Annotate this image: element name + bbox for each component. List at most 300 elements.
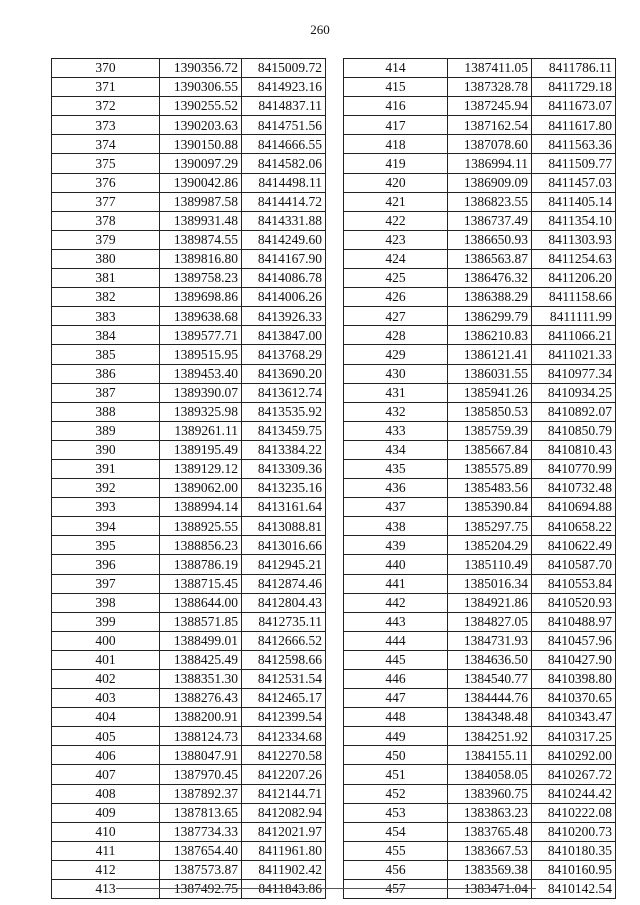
table-row [52,498,326,517]
y-coordinate-cell: 8411509.77 [532,154,616,173]
table-row [52,459,326,478]
y-coordinate-cell: 8410520.93 [532,593,616,612]
y-coordinate-cell: 8410160.95 [532,860,616,879]
point-number-cell: 429 [344,345,448,364]
x-coordinate-cell: 1390356.72 [160,59,242,78]
point-number-cell: 437 [344,498,448,517]
table-row [52,326,326,345]
y-coordinate-cell: 8410200.73 [532,822,616,841]
table-row [52,154,326,173]
point-number-cell: 400 [52,631,160,650]
x-coordinate-cell: 1386031.55 [448,364,532,383]
x-coordinate-cell: 1383765.48 [448,822,532,841]
y-coordinate-cell: 8411066.21 [532,326,616,345]
table-row [52,230,326,249]
x-coordinate-cell: 1384921.86 [448,593,532,612]
coordinates-table-right [343,58,616,899]
y-coordinate-cell: 8410587.70 [532,555,616,574]
x-coordinate-cell: 1390255.52 [160,97,242,116]
point-number-cell: 382 [52,288,160,307]
point-number-cell: 417 [344,116,448,135]
point-number-cell: 390 [52,440,160,459]
x-coordinate-cell: 1387245.94 [448,97,532,116]
table-row [52,880,326,899]
point-number-cell: 411 [52,841,160,860]
point-number-cell: 412 [52,860,160,879]
x-coordinate-cell: 1386121.41 [448,345,532,364]
point-number-cell: 447 [344,689,448,708]
table-row [344,459,616,478]
y-coordinate-cell: 8410977.34 [532,364,616,383]
point-number-cell: 438 [344,517,448,536]
y-coordinate-cell: 8410292.00 [532,746,616,765]
y-coordinate-cell: 8414167.90 [242,249,326,268]
x-coordinate-cell: 1385667.84 [448,440,532,459]
x-coordinate-cell: 1389129.12 [160,459,242,478]
x-coordinate-cell: 1386994.11 [448,154,532,173]
x-coordinate-cell: 1387813.65 [160,803,242,822]
y-coordinate-cell: 8413535.92 [242,402,326,421]
y-coordinate-cell: 8412735.11 [242,612,326,631]
y-coordinate-cell: 8412945.21 [242,555,326,574]
table-row [52,822,326,841]
table-row [344,631,616,650]
y-coordinate-cell: 8410810.43 [532,440,616,459]
table-row [344,192,616,211]
point-number-cell: 410 [52,822,160,841]
y-coordinate-cell: 8411354.10 [532,211,616,230]
x-coordinate-cell: 1385759.39 [448,421,532,440]
point-number-cell: 450 [344,746,448,765]
x-coordinate-cell: 1389987.58 [160,192,242,211]
point-number-cell: 452 [344,784,448,803]
point-number-cell: 395 [52,536,160,555]
table-row [344,173,616,192]
y-coordinate-cell: 8410770.99 [532,459,616,478]
y-coordinate-cell: 8412082.94 [242,803,326,822]
point-number-cell: 418 [344,135,448,154]
table-row [344,97,616,116]
table-row [344,288,616,307]
x-coordinate-cell: 1384155.11 [448,746,532,765]
y-coordinate-cell: 8410244.42 [532,784,616,803]
point-number-cell: 440 [344,555,448,574]
table-row [52,593,326,612]
x-coordinate-cell: 1384444.76 [448,689,532,708]
x-coordinate-cell: 1388856.23 [160,536,242,555]
x-coordinate-cell: 1389390.07 [160,383,242,402]
y-coordinate-cell: 8414331.88 [242,211,326,230]
y-coordinate-cell: 8410343.47 [532,708,616,727]
point-number-cell: 443 [344,612,448,631]
x-coordinate-cell: 1384731.93 [448,631,532,650]
table-row [52,650,326,669]
point-number-cell: 403 [52,689,160,708]
y-coordinate-cell: 8412144.71 [242,784,326,803]
table-row [344,154,616,173]
bottom-divider [116,888,536,889]
x-coordinate-cell: 1388715.45 [160,574,242,593]
x-coordinate-cell: 1383863.23 [448,803,532,822]
x-coordinate-cell: 1386210.83 [448,326,532,345]
y-coordinate-cell: 8413088.81 [242,517,326,536]
table-row [52,841,326,860]
point-number-cell: 413 [52,880,160,899]
x-coordinate-cell: 1388644.00 [160,593,242,612]
x-coordinate-cell: 1385110.49 [448,555,532,574]
y-coordinate-cell: 8410622.49 [532,536,616,555]
y-coordinate-cell: 8414582.06 [242,154,326,173]
point-number-cell: 371 [52,78,160,97]
table-row [52,59,326,78]
table-row [344,880,616,899]
x-coordinate-cell: 1388571.85 [160,612,242,631]
y-coordinate-cell: 8412207.26 [242,765,326,784]
table-row [344,860,616,879]
x-coordinate-cell: 1388499.01 [160,631,242,650]
y-coordinate-cell: 8414666.55 [242,135,326,154]
table-row [52,574,326,593]
point-number-cell: 456 [344,860,448,879]
x-coordinate-cell: 1386737.49 [448,211,532,230]
point-number-cell: 393 [52,498,160,517]
point-number-cell: 408 [52,784,160,803]
x-coordinate-cell: 1386909.09 [448,173,532,192]
table-row [52,803,326,822]
point-number-cell: 441 [344,574,448,593]
table-row [52,536,326,555]
point-number-cell: 396 [52,555,160,574]
y-coordinate-cell: 8414837.11 [242,97,326,116]
y-coordinate-cell: 8412021.97 [242,822,326,841]
table-row [344,249,616,268]
table-row [52,135,326,154]
x-coordinate-cell: 1385390.84 [448,498,532,517]
x-coordinate-cell: 1384348.48 [448,708,532,727]
x-coordinate-cell: 1387654.40 [160,841,242,860]
point-number-cell: 454 [344,822,448,841]
table-row [52,269,326,288]
x-coordinate-cell: 1386563.87 [448,249,532,268]
table-row [344,498,616,517]
table-row [52,173,326,192]
y-coordinate-cell: 8415009.72 [242,59,326,78]
x-coordinate-cell: 1388276.43 [160,689,242,708]
y-coordinate-cell: 8411405.14 [532,192,616,211]
x-coordinate-cell: 1386823.55 [448,192,532,211]
point-number-cell: 379 [52,230,160,249]
x-coordinate-cell: 1390203.63 [160,116,242,135]
y-coordinate-cell: 8410488.97 [532,612,616,631]
y-coordinate-cell: 8411786.11 [532,59,616,78]
x-coordinate-cell: 1388047.91 [160,746,242,765]
point-number-cell: 397 [52,574,160,593]
point-number-cell: 444 [344,631,448,650]
table-row [52,555,326,574]
table-row [344,841,616,860]
y-coordinate-cell: 8410370.65 [532,689,616,708]
y-coordinate-cell: 8413309.36 [242,459,326,478]
x-coordinate-cell: 1385483.56 [448,479,532,498]
y-coordinate-cell: 8413016.66 [242,536,326,555]
point-number-cell: 424 [344,249,448,268]
y-coordinate-cell: 8410934.25 [532,383,616,402]
point-number-cell: 432 [344,402,448,421]
point-number-cell: 439 [344,536,448,555]
y-coordinate-cell: 8410850.79 [532,421,616,440]
point-number-cell: 449 [344,727,448,746]
point-number-cell: 377 [52,192,160,211]
y-coordinate-cell: 8413612.74 [242,383,326,402]
table-row [344,517,616,536]
point-number-cell: 421 [344,192,448,211]
point-number-cell: 420 [344,173,448,192]
y-coordinate-cell: 8413768.29 [242,345,326,364]
point-number-cell: 414 [344,59,448,78]
point-number-cell: 430 [344,364,448,383]
table-row [52,746,326,765]
y-coordinate-cell: 8410142.54 [532,880,616,899]
point-number-cell: 401 [52,650,160,669]
x-coordinate-cell: 1389638.68 [160,307,242,326]
x-coordinate-cell: 1390097.29 [160,154,242,173]
table-row [52,479,326,498]
point-number-cell: 446 [344,670,448,689]
point-number-cell: 373 [52,116,160,135]
table-row [52,78,326,97]
y-coordinate-cell: 8411729.18 [532,78,616,97]
table-row [344,326,616,345]
x-coordinate-cell: 1387892.37 [160,784,242,803]
y-coordinate-cell: 8410457.96 [532,631,616,650]
y-coordinate-cell: 8413235.16 [242,479,326,498]
table-row [344,479,616,498]
table-row [344,803,616,822]
table-row [52,708,326,727]
table-row [344,555,616,574]
point-number-cell: 381 [52,269,160,288]
y-coordinate-cell: 8411563.36 [532,135,616,154]
table-row [52,612,326,631]
y-coordinate-cell: 8411254.63 [532,249,616,268]
point-number-cell: 435 [344,459,448,478]
x-coordinate-cell: 1388925.55 [160,517,242,536]
point-number-cell: 378 [52,211,160,230]
x-coordinate-cell: 1387573.87 [160,860,242,879]
table-row [344,708,616,727]
y-coordinate-cell: 8412465.17 [242,689,326,708]
y-coordinate-cell: 8410180.35 [532,841,616,860]
table-row [344,135,616,154]
x-coordinate-cell: 1390150.88 [160,135,242,154]
y-coordinate-cell: 8412531.54 [242,670,326,689]
y-coordinate-cell: 8412804.43 [242,593,326,612]
point-number-cell: 409 [52,803,160,822]
point-number-cell: 374 [52,135,160,154]
table-row [344,593,616,612]
point-number-cell: 442 [344,593,448,612]
x-coordinate-cell: 1387734.33 [160,822,242,841]
table-row [344,765,616,784]
point-number-cell: 406 [52,746,160,765]
point-number-cell: 385 [52,345,160,364]
table-row [52,631,326,650]
x-coordinate-cell: 1386299.79 [448,307,532,326]
point-number-cell: 431 [344,383,448,402]
y-coordinate-cell: 8411673.07 [532,97,616,116]
point-number-cell: 398 [52,593,160,612]
point-number-cell: 416 [344,97,448,116]
x-coordinate-cell: 1384827.05 [448,612,532,631]
x-coordinate-cell: 1385575.89 [448,459,532,478]
y-coordinate-cell: 8414414.72 [242,192,326,211]
table-row [344,78,616,97]
x-coordinate-cell: 1388786.19 [160,555,242,574]
y-coordinate-cell: 8410694.88 [532,498,616,517]
x-coordinate-cell: 1390306.55 [160,78,242,97]
y-coordinate-cell: 8411021.33 [532,345,616,364]
x-coordinate-cell: 1389261.11 [160,421,242,440]
y-coordinate-cell: 8412270.58 [242,746,326,765]
x-coordinate-cell: 1387970.45 [160,765,242,784]
y-coordinate-cell: 8413459.75 [242,421,326,440]
y-coordinate-cell: 8413384.22 [242,440,326,459]
y-coordinate-cell: 8413847.00 [242,326,326,345]
x-coordinate-cell: 1384636.50 [448,650,532,669]
y-coordinate-cell: 8414923.16 [242,78,326,97]
point-number-cell: 453 [344,803,448,822]
y-coordinate-cell: 8410553.84 [532,574,616,593]
table-row [52,249,326,268]
y-coordinate-cell: 8414006.26 [242,288,326,307]
point-number-cell: 422 [344,211,448,230]
y-coordinate-cell: 8412874.46 [242,574,326,593]
x-coordinate-cell: 1389577.71 [160,326,242,345]
point-number-cell: 434 [344,440,448,459]
point-number-cell: 387 [52,383,160,402]
point-number-cell: 388 [52,402,160,421]
point-number-cell: 391 [52,459,160,478]
y-coordinate-cell: 8411617.80 [532,116,616,135]
y-coordinate-cell: 8411902.42 [242,860,326,879]
x-coordinate-cell: 1384251.92 [448,727,532,746]
table-row [52,440,326,459]
x-coordinate-cell: 1388351.30 [160,670,242,689]
point-number-cell: 383 [52,307,160,326]
x-coordinate-cell: 1388200.91 [160,708,242,727]
point-number-cell: 451 [344,765,448,784]
x-coordinate-cell: 1389453.40 [160,364,242,383]
y-coordinate-cell: 8412666.52 [242,631,326,650]
y-coordinate-cell: 8411961.80 [242,841,326,860]
table-row [344,230,616,249]
y-coordinate-cell: 8411843.86 [242,880,326,899]
x-coordinate-cell: 1386388.29 [448,288,532,307]
x-coordinate-cell: 1389816.80 [160,249,242,268]
table-row [344,536,616,555]
table-row [52,383,326,402]
y-coordinate-cell: 8410317.25 [532,727,616,746]
x-coordinate-cell: 1388994.14 [160,498,242,517]
table-row [344,727,616,746]
y-coordinate-cell: 8411206.20 [532,269,616,288]
table-row [344,689,616,708]
table-row [344,746,616,765]
x-coordinate-cell: 1383569.38 [448,860,532,879]
x-coordinate-cell: 1385204.29 [448,536,532,555]
x-coordinate-cell: 1383960.75 [448,784,532,803]
coordinates-table-left [51,58,326,899]
y-coordinate-cell: 8411457.03 [532,173,616,192]
point-number-cell: 376 [52,173,160,192]
y-coordinate-cell: 8412399.54 [242,708,326,727]
table-row [344,612,616,631]
table-row [344,440,616,459]
point-number-cell: 428 [344,326,448,345]
point-number-cell: 404 [52,708,160,727]
x-coordinate-cell: 1384540.77 [448,670,532,689]
x-coordinate-cell: 1389758.23 [160,269,242,288]
table-row [344,650,616,669]
table-row [344,345,616,364]
point-number-cell: 402 [52,670,160,689]
y-coordinate-cell: 8413161.64 [242,498,326,517]
y-coordinate-cell: 8410892.07 [532,402,616,421]
point-number-cell: 436 [344,479,448,498]
x-coordinate-cell: 1389195.49 [160,440,242,459]
y-coordinate-cell: 8411158.66 [532,288,616,307]
point-number-cell: 386 [52,364,160,383]
point-number-cell: 455 [344,841,448,860]
y-coordinate-cell: 8413690.20 [242,364,326,383]
y-coordinate-cell: 8411111.99 [532,307,616,326]
x-coordinate-cell: 1383667.53 [448,841,532,860]
point-number-cell: 405 [52,727,160,746]
point-number-cell: 457 [344,880,448,899]
point-number-cell: 423 [344,230,448,249]
point-number-cell: 389 [52,421,160,440]
y-coordinate-cell: 8412334.68 [242,727,326,746]
point-number-cell: 425 [344,269,448,288]
table-row [52,727,326,746]
point-number-cell: 419 [344,154,448,173]
y-coordinate-cell: 8410658.22 [532,517,616,536]
point-number-cell: 407 [52,765,160,784]
y-coordinate-cell: 8414249.60 [242,230,326,249]
point-number-cell: 426 [344,288,448,307]
table-row [344,421,616,440]
x-coordinate-cell: 1389325.98 [160,402,242,421]
point-number-cell: 433 [344,421,448,440]
x-coordinate-cell: 1385941.26 [448,383,532,402]
point-number-cell: 448 [344,708,448,727]
x-coordinate-cell: 1385850.53 [448,402,532,421]
table-row [52,97,326,116]
x-coordinate-cell: 1389698.86 [160,288,242,307]
table-row [52,517,326,536]
y-coordinate-cell: 8410398.80 [532,670,616,689]
x-coordinate-cell: 1386476.32 [448,269,532,288]
x-coordinate-cell: 1386650.93 [448,230,532,249]
x-coordinate-cell: 1389515.95 [160,345,242,364]
table-row [52,307,326,326]
x-coordinate-cell: 1389931.48 [160,211,242,230]
point-number-cell: 380 [52,249,160,268]
y-coordinate-cell: 8414498.11 [242,173,326,192]
table-row [344,670,616,689]
point-number-cell: 415 [344,78,448,97]
x-coordinate-cell: 1387078.60 [448,135,532,154]
